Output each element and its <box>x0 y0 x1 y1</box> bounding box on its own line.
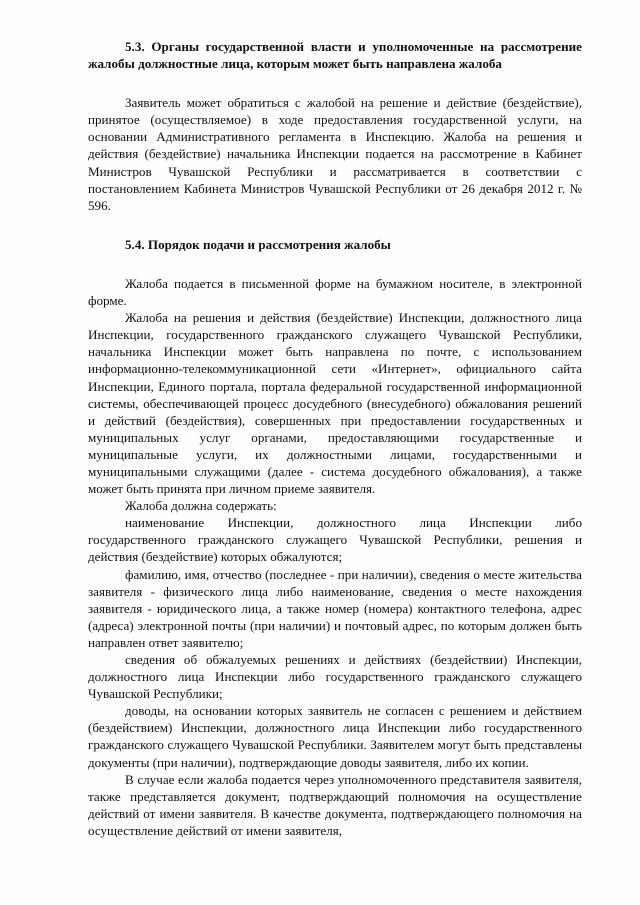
document-body <box>88 38 582 839</box>
spacer <box>88 253 582 275</box>
section-5-4-paragraph-4: наименование Инспекции, должностного лица Инспекции либо государственного гражданского служащего Чувашской Республики, решения и действия (бездействие) которых обжалуются; <box>88 515 582 565</box>
section-5-4-heading: 5.4. Порядок подачи и рассмотрения жалобы <box>125 236 391 252</box>
section-5-4-paragraph-6: сведения об обжалуемых решениях и действиях (бездействии) Инспекции, должностного лица Инспекции либо государственного гражданского служащего Чувашской Республики; <box>88 652 582 702</box>
section-5-3-heading: 5.3. Органы государственной власти и уполномоченные на рассмотрение жалобы должностные лица, которым может быть направлена жалоба <box>88 39 582 72</box>
section-5-4-paragraph-5: фамилию, имя, отчество (последнее - при наличии), сведения о месте жительства заявителя - физического лица либо наименование, сведения о месте нахождения заявителя - юридического лица, а также номер (номера) контактного телефона, адрес (адреса) электронной почты (при наличии) и почтовый адрес, по которым должен быть направлен ответ заявителю; <box>88 566 582 650</box>
spacer <box>88 214 582 236</box>
section-5-4-paragraph-7: доводы, на основании которых заявитель не согласен с решением и действием (бездействием) Инспекции, должностного лица Инспекции либо государственного гражданского служащего Чувашской Республики. Заявителем могут быть представлены документы (при наличии), подтверждающие доводы заявителя, либо их копии. <box>88 703 582 770</box>
section-5-4-paragraph-8: В случае если жалоба подается через уполномоченного представителя заявителя, также представляется документ, подтверждающий полномочия на осуществление действий от имени заявителя. В качестве документа, подтверждающего полномочия на осуществление действий от имени заявителя, <box>88 771 582 838</box>
section-5-4-paragraph-3: Жалоба должна содержать: <box>125 498 277 514</box>
section-5-4-paragraph-1: Жалоба подается в письменной форме на бумажном носителе, в электронной форме. <box>88 275 582 309</box>
section-5-4-paragraph-2: Жалоба на решения и действия (бездействие) Инспекции, должностного лица Инспекции, государственного гражданского служащего Чувашской Республики, начальника Инспекции может быть направлена по почте, с использованием информационно-телекоммуникационной сети «Интернет», официального сайта Инспекции, Единого портала, портала федеральной государственной информационной системы, обеспечивающей процесс досудебного (внесудебного) обжалования решений и действий (бездействия), совершенных при предоставлении государственных и муниципальных услуг органами, предоставляющими государственные и муниципальные услуги, их должностными лицами, государственными и муниципальными служащими (далее - система досудебного обжалования), а также может быть принята при личном приеме заявителя. <box>88 310 582 497</box>
section-5-3-paragraph-1: Заявитель может обратиться с жалобой на решение и действие (бездействие), принятое (осуществляемое) в ходе предоставления государственной услуги, на основании Административного регламента в Инспекцию. Жалоба на решения и действия (бездействие) начальника Инспекции подается на рассмотрение в Кабинет Министров Чувашской Республики и рассматривается в соответствии с постановлением Кабинета Министров Чувашской Республики от 26 декабря 2012 г. № 596. <box>88 95 582 213</box>
spacer <box>88 72 582 94</box>
